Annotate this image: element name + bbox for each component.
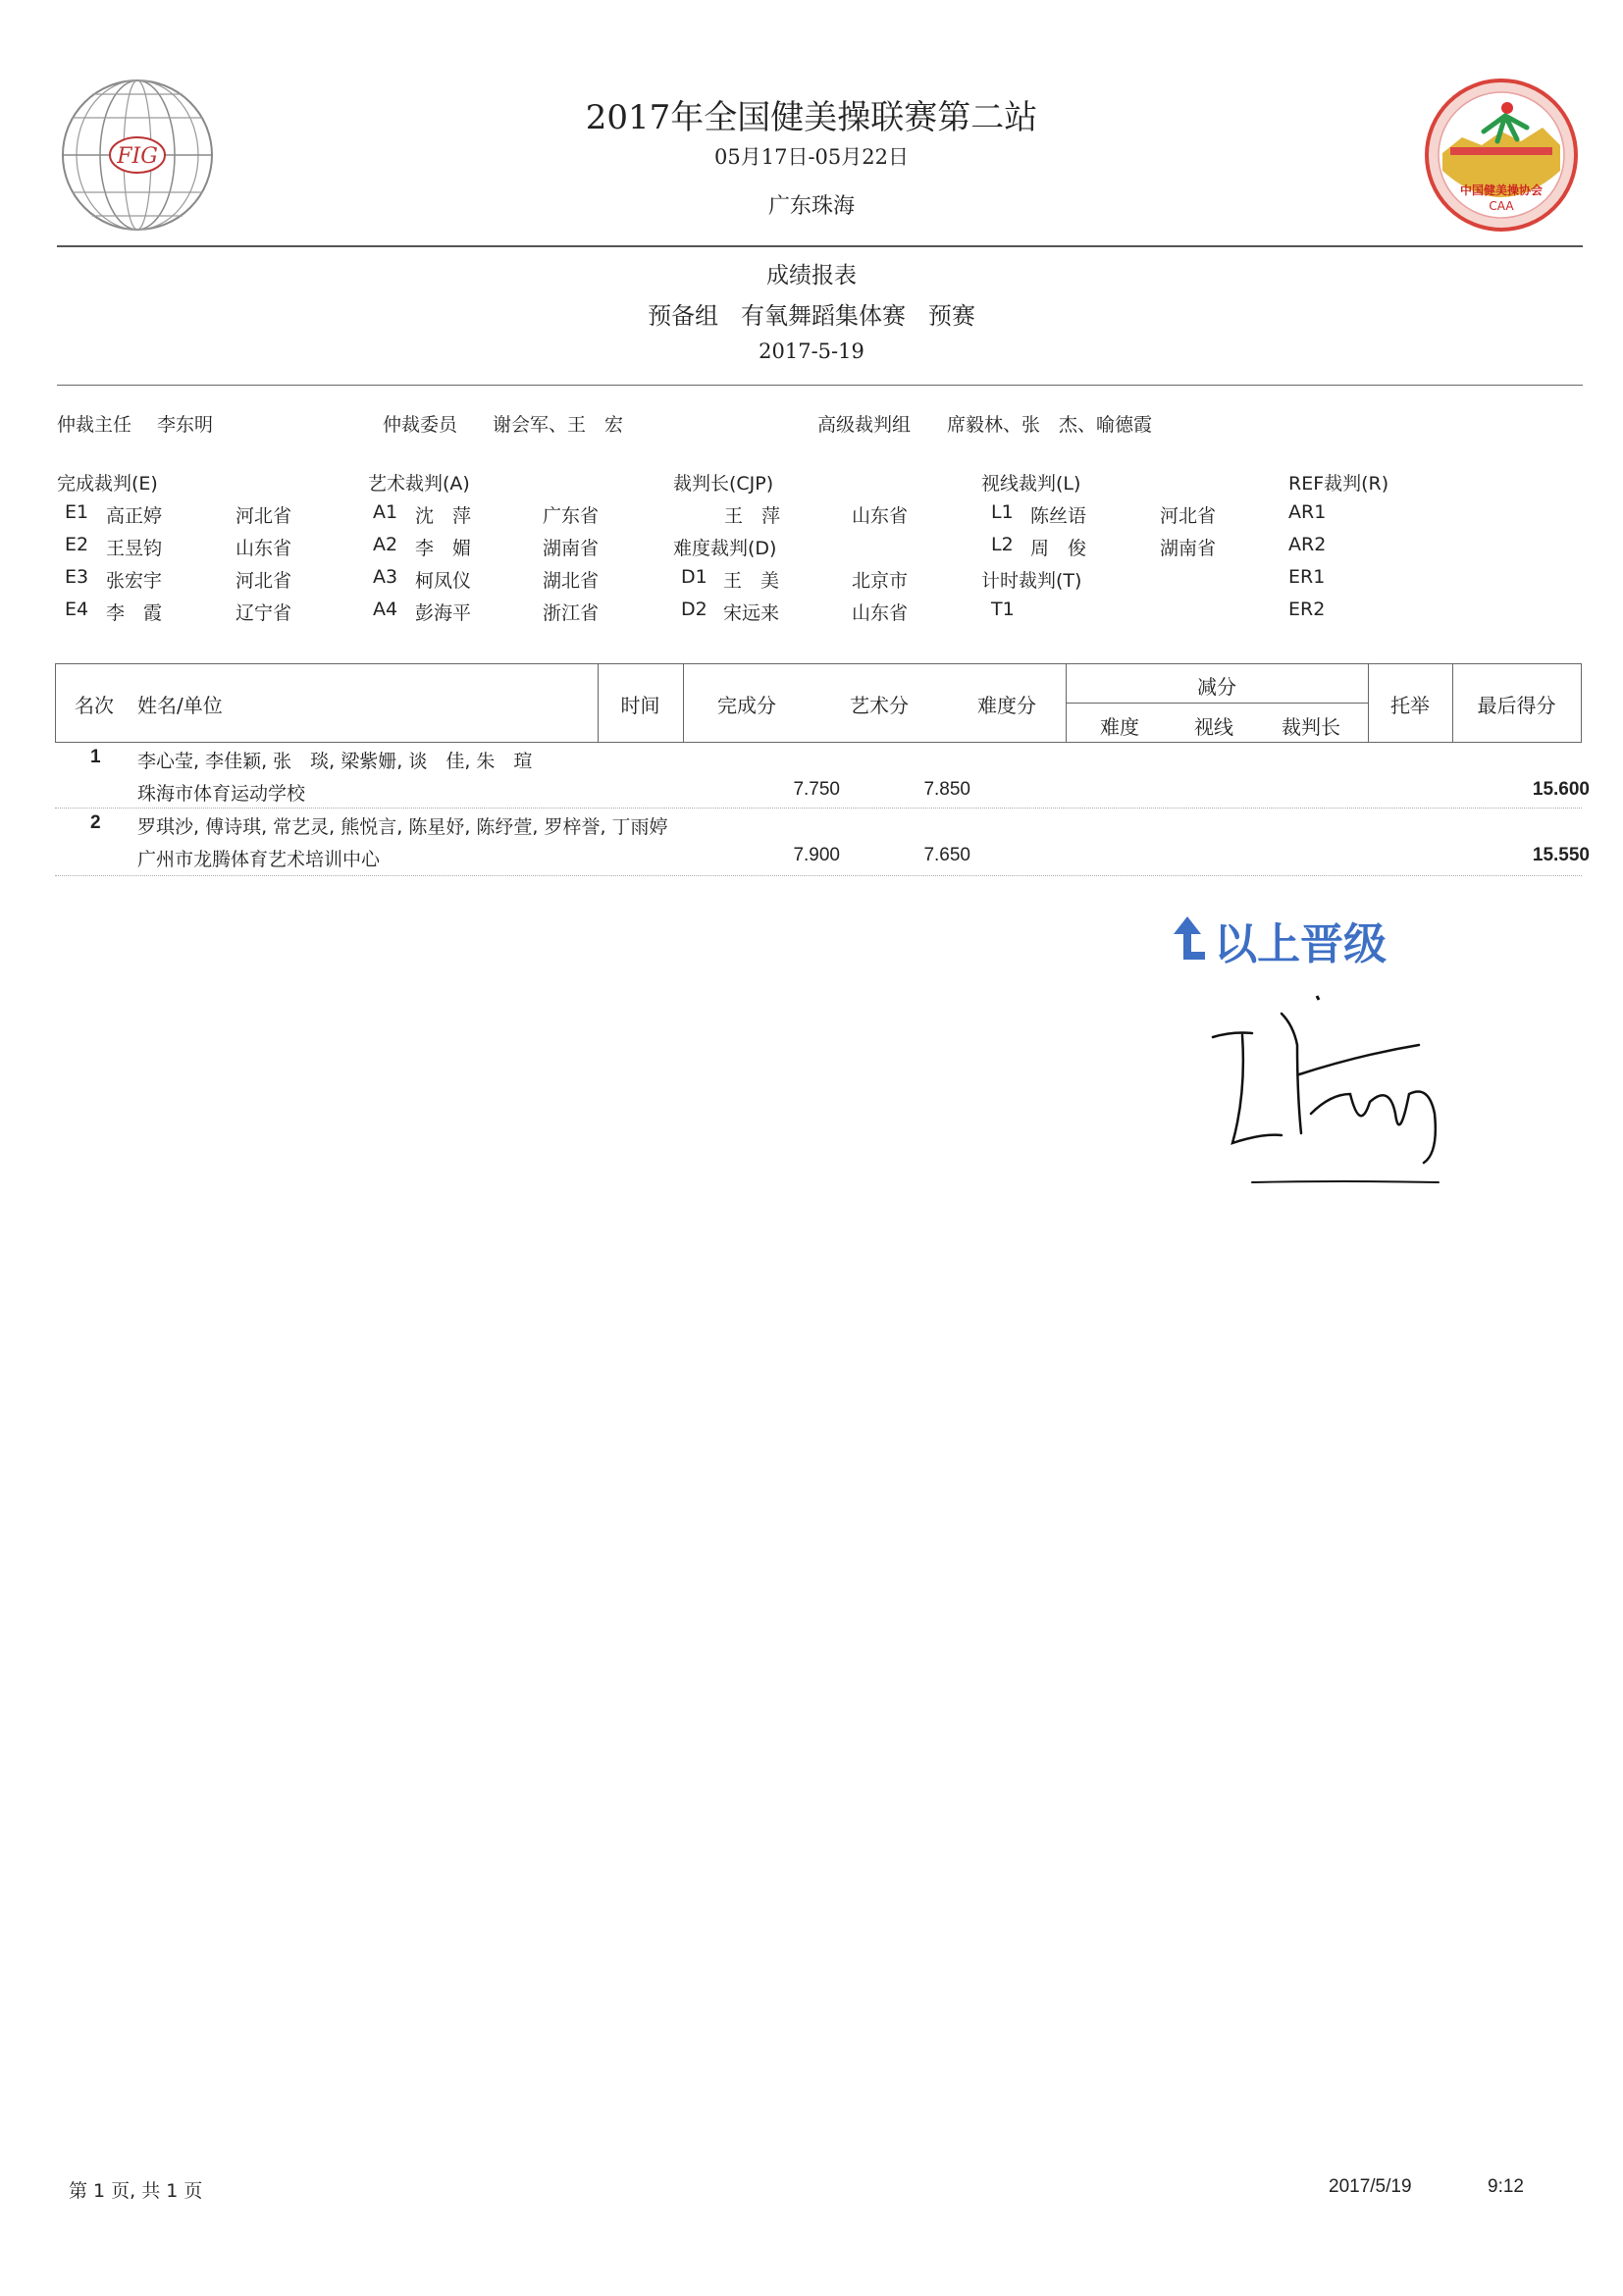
judge-name: 张宏宇 <box>106 570 163 592</box>
judge-code: L2 <box>991 534 1014 555</box>
judge-name: 陈丝语 <box>1030 505 1087 527</box>
col-header-lifts: 托举 <box>1390 694 1430 717</box>
col-header-artistic: 艺术分 <box>850 694 909 717</box>
ref-judges-title: REF裁判(R) <box>1288 473 1389 495</box>
judge-name: 李 霞 <box>106 602 163 624</box>
row-final: 15.550 <box>1532 845 1590 865</box>
row-members: 李心莹, 李佳颖, 张 琰, 梁紫姗, 谈 佳, 朱 瑄 <box>137 751 533 772</box>
row-rank: 2 <box>90 812 101 833</box>
time-judges-title: 计时裁判(T) <box>981 570 1082 592</box>
judge-name: 李 媚 <box>415 538 472 559</box>
ref-code: ER2 <box>1288 599 1326 620</box>
report-date: 2017-5-19 <box>759 339 864 363</box>
difficulty-judges-title: 难度裁判(D) <box>673 538 777 559</box>
ref-code: AR2 <box>1288 534 1327 555</box>
print-date: 2017/5/19 <box>1329 2176 1412 2197</box>
chief-name: 李东明 <box>157 414 214 436</box>
col-header-ded-difficulty: 难度 <box>1100 715 1139 739</box>
caa-logo-text: 中国健美操协会 <box>1459 183 1544 197</box>
judge-province: 浙江省 <box>543 602 600 624</box>
up-arrow-icon <box>1170 913 1209 967</box>
judge-code: A4 <box>373 599 398 620</box>
row-execution: 7.750 <box>793 779 840 800</box>
judge-name: 周 俊 <box>1030 538 1087 559</box>
header-divider <box>57 245 1583 247</box>
judge-name: 彭海平 <box>415 602 472 624</box>
row-unit: 珠海市体育运动学校 <box>137 783 306 805</box>
senior-label: 高级裁判组 <box>817 414 912 436</box>
judge-name: 宋远来 <box>723 602 780 624</box>
line-judges-title: 视线裁判(L) <box>981 473 1081 495</box>
judge-province: 山东省 <box>236 538 292 559</box>
col-header-final: 最后得分 <box>1477 694 1556 717</box>
judge-code: A2 <box>373 534 398 555</box>
judge-province: 湖南省 <box>1160 538 1217 559</box>
col-header-difficulty: 难度分 <box>977 694 1036 717</box>
event-location: 广东珠海 <box>767 194 855 219</box>
artistic-judges-title: 艺术裁判(A) <box>368 473 470 495</box>
judge-name: 高正婷 <box>106 505 163 527</box>
cjp-title: 裁判长(CJP) <box>673 473 774 495</box>
col-header-ded-line: 视线 <box>1194 715 1233 739</box>
report-subtitle: 预备组 有氧舞蹈集体赛 预赛 <box>648 302 975 330</box>
judge-province: 湖南省 <box>543 538 600 559</box>
judge-code: T1 <box>991 599 1015 620</box>
judge-province: 湖北省 <box>543 570 600 592</box>
judge-province: 广东省 <box>543 505 600 527</box>
caa-logo-abbr: CAA <box>1489 199 1514 213</box>
row-separator <box>55 875 1582 876</box>
advance-stamp-text: 以上晋级 <box>1214 919 1387 969</box>
judge-code: E4 <box>65 599 89 620</box>
judge-code: E2 <box>65 534 89 555</box>
cjp-name: 王 萍 <box>724 505 781 527</box>
committee-label: 仲裁委员 <box>383 414 458 436</box>
judge-code: E3 <box>65 566 89 588</box>
judge-name: 王 美 <box>723 570 780 592</box>
judge-code: L1 <box>991 501 1014 523</box>
cjp-province: 山东省 <box>852 505 909 527</box>
row-unit: 广州市龙腾体育艺术培训中心 <box>137 849 381 870</box>
report-divider <box>57 385 1583 386</box>
judge-province: 山东省 <box>852 602 909 624</box>
deductions-divider <box>1066 703 1368 704</box>
row-artistic: 7.850 <box>923 779 970 800</box>
table-top-border <box>55 663 1582 664</box>
senior-names: 席毅林、张 杰、喻德霞 <box>947 414 1153 436</box>
col-header-execution: 完成分 <box>717 694 776 717</box>
judge-code: A1 <box>373 501 398 523</box>
judge-province: 河北省 <box>236 570 292 592</box>
col-header-ded-cjp: 裁判长 <box>1282 715 1340 739</box>
ref-code: ER1 <box>1288 566 1326 588</box>
event-dates: 05月17日-05月22日 <box>714 145 909 169</box>
report-title: 成绩报表 <box>766 263 857 288</box>
judge-name: 沈 萍 <box>415 505 472 527</box>
row-artistic: 7.650 <box>923 845 970 865</box>
committee-names: 谢会军、王 宏 <box>493 414 624 436</box>
judge-code: D1 <box>681 566 707 588</box>
judge-code: E1 <box>65 501 89 523</box>
row-rank: 1 <box>90 747 101 767</box>
row-members: 罗琪沙, 傅诗琪, 常艺灵, 熊悦言, 陈星妤, 陈纾萱, 罗梓誉, 丁雨婷 <box>137 816 668 838</box>
page-number: 第 1 页, 共 1 页 <box>69 2180 203 2202</box>
chief-label: 仲裁主任 <box>57 414 132 436</box>
judge-code: D2 <box>681 599 707 620</box>
judge-province: 北京市 <box>852 570 909 592</box>
ref-code: AR1 <box>1288 501 1327 523</box>
signature <box>1203 986 1458 1206</box>
col-header-deductions: 减分 <box>1197 675 1236 699</box>
execution-judges-title: 完成裁判(E) <box>57 473 158 495</box>
row-separator <box>55 808 1582 809</box>
row-final: 15.600 <box>1532 779 1590 800</box>
col-header-time: 时间 <box>620 694 660 717</box>
print-time: 9:12 <box>1488 2176 1524 2197</box>
judge-province: 辽宁省 <box>236 602 292 624</box>
results-table <box>55 663 1590 877</box>
table-header-bottom <box>55 742 1582 743</box>
col-header-name: 姓名/单位 <box>137 694 223 717</box>
row-execution: 7.900 <box>793 845 840 865</box>
event-title: 2017年全国健美操联赛第二站 <box>585 98 1038 137</box>
table-right-border <box>1581 663 1582 742</box>
table-left-border <box>55 663 56 742</box>
fig-logo-text: FIG <box>117 144 158 169</box>
judge-name: 柯凤仪 <box>415 570 472 592</box>
judge-province: 河北省 <box>236 505 292 527</box>
col-header-rank: 名次 <box>75 694 114 717</box>
judge-name: 王昱钧 <box>106 538 163 559</box>
advance-stamp <box>1170 913 1387 975</box>
judge-province: 河北省 <box>1160 505 1217 527</box>
judge-code: A3 <box>373 566 398 588</box>
